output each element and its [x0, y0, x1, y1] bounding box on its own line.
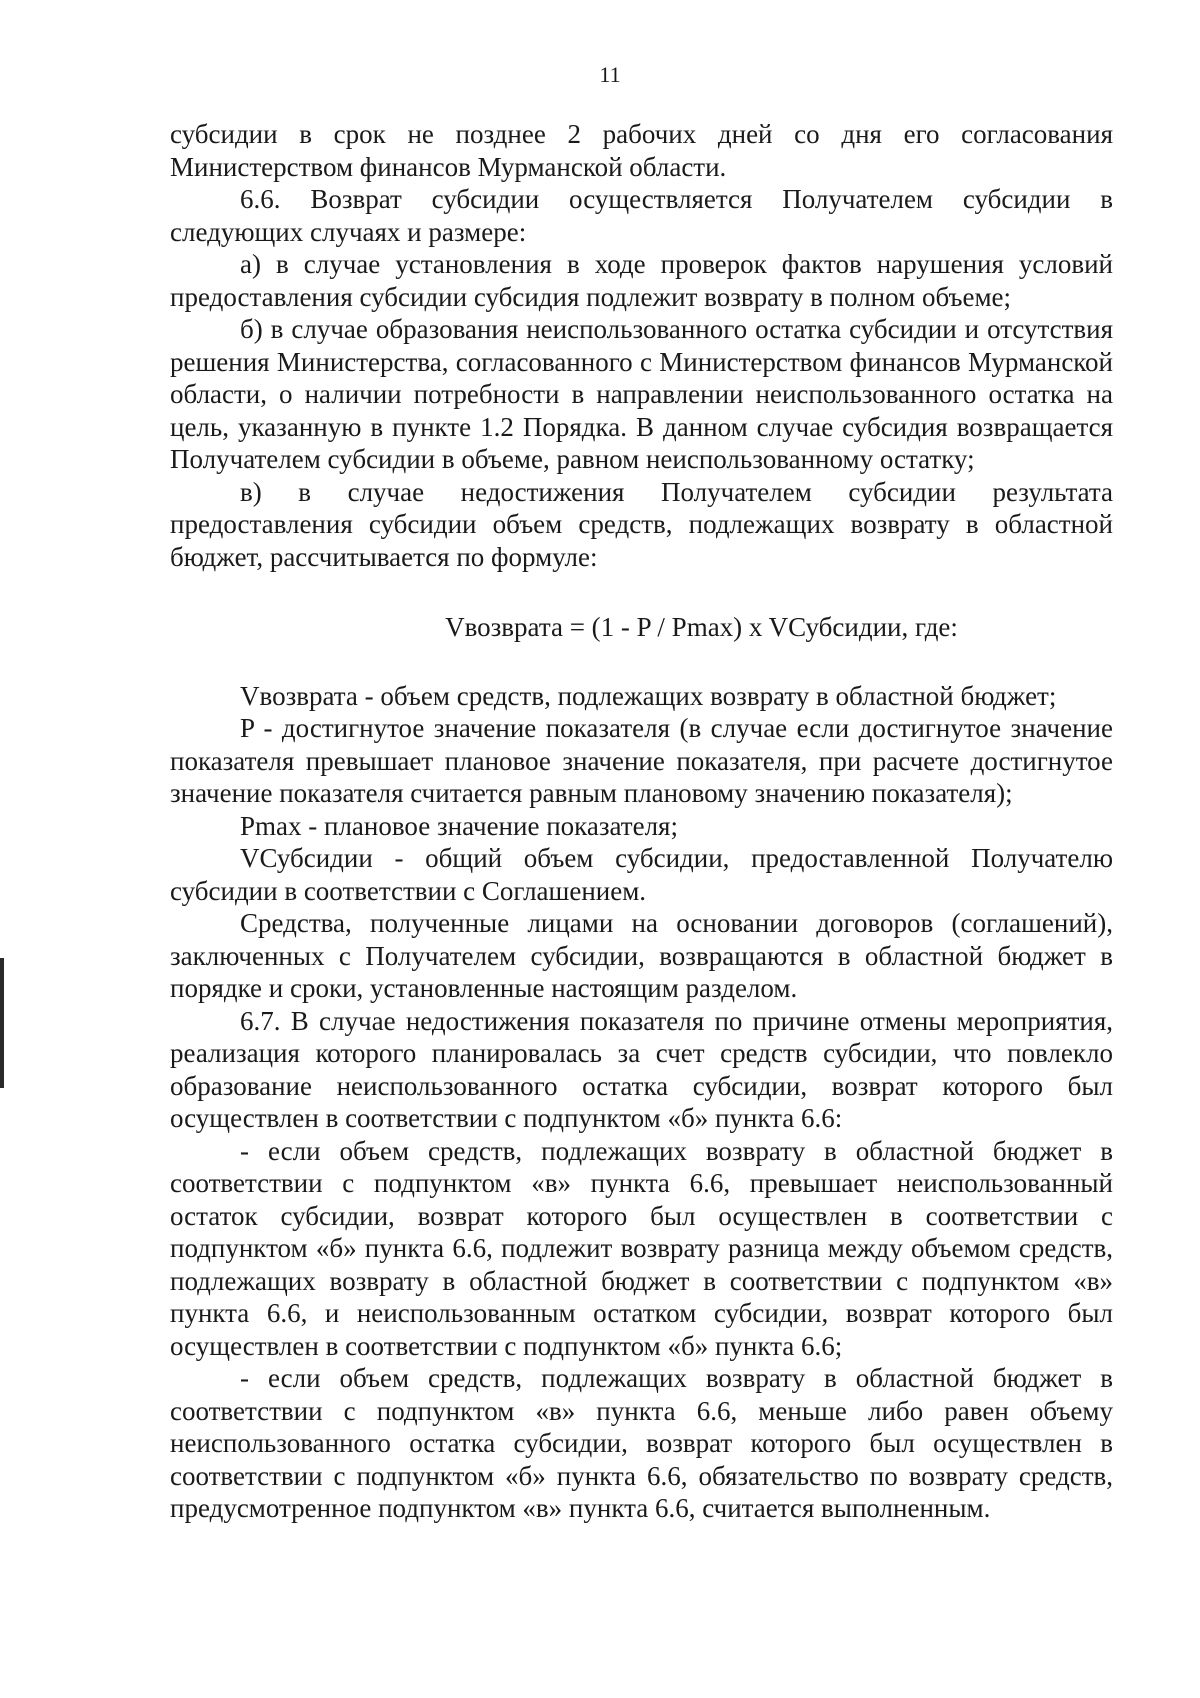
scan-edge-mark — [0, 958, 4, 1088]
definition-p: P - достигнутое значение показателя (в случае если достигнутое значение показателя превышает плановое значение показателя, при расчете достигнутое значение показателя считается равным плановому значению показателя); — [170, 713, 1113, 808]
paragraph-6-7-bullet-1: - если объем средств, подлежащих возврату в областной бюджет в соответствии с подпунктом «в» пункта 6.6, превышает неиспользованный остаток субсидии, возврат которого был осуществлен в соответствии с подпунктом «б» пункта 6.6, подлежит возврату разница между объемом средств, подлежащих возврату в областной бюджет в соответствии с подпунктом «в» пункта 6.6, и неиспользованным остатком субсидии, возврат которого был осуществлен в соответствии с подпунктом «б» пункта 6.6; — [170, 1135, 1113, 1361]
paragraph-funds-returned: Средства, полученные лицами на основании договоров (соглашений), заключенных с Получателем субсидии, возвращаются в областной бюджет в порядке и сроки, установленные настоящим разделом. — [170, 908, 1113, 1003]
paragraph-6-7: 6.7. В случае недостижения показателя по причине отмены мероприятия, реализация которого планировалась за счет средств субсидии, что повлекло образование неиспользованного остатка субсидии, возврат которого был осуществлен в соответствии с подпунктом «б» пункта 6.6: — [170, 1005, 1113, 1133]
definition-v-subsidy: VСубсидии - общий объем субсидии, предоставленной Получателю субсидии в соответствии с Соглашением. — [170, 843, 1113, 906]
paragraph-6-6-a: а) в случае установления в ходе проверок фактов нарушения условий предоставления субсидии субсидия подлежит возврату в полном объеме; — [170, 249, 1113, 312]
definition-pmax: Pmax - плановое значение показателя; — [240, 810, 678, 841]
page-number: 11 — [599, 62, 621, 87]
paragraph-6-6-v: в) в случае недостижения Получателем субсидии результата предоставления субсидии объем средств, подлежащих возврату в областной бюджет, рассчитывается по формуле: — [170, 476, 1113, 572]
return-formula: Vвозврата = (1 - P / Pmax) x VСубсидии, где: — [445, 612, 958, 642]
paragraph-6-6: 6.6. Возврат субсидии осуществляется Получателем субсидии в следующих случаях и размере: — [170, 184, 1113, 247]
document-body — [170, 118, 1113, 1525]
paragraph-continuation: субсидии в срок не позднее 2 рабочих дней со дня его согласования Министерством финансов Мурманской области. — [170, 119, 1113, 182]
paragraph-6-7-bullet-2: - если объем средств, подлежащих возврату в областной бюджет в соответствии с подпунктом «в» пункта 6.6, меньше либо равен объему неиспользованного остатка субсидии, возврат которого был осуществлен в соответствии с подпунктом «б» пункта 6.6, обязательство по возврату средств, предусмотренное подпунктом «в» пункта 6.6, считается выполненным. — [170, 1363, 1113, 1523]
definition-v-return: Vвозврата - объем средств, подлежащих возврату в областной бюджет; — [240, 680, 1057, 711]
paragraph-6-6-b: б) в случае образования неиспользованного остатка субсидии и отсутствия решения Министерства, согласованного с Министерством финансов Мурманской области, о наличии потребности в направлении неиспользованного остатка на цель, указанную в пункте 1.2 Порядка. В данном случае субсидия возвращается Получателем субсидии в объеме, равном неиспользованному остатку; — [170, 314, 1113, 474]
